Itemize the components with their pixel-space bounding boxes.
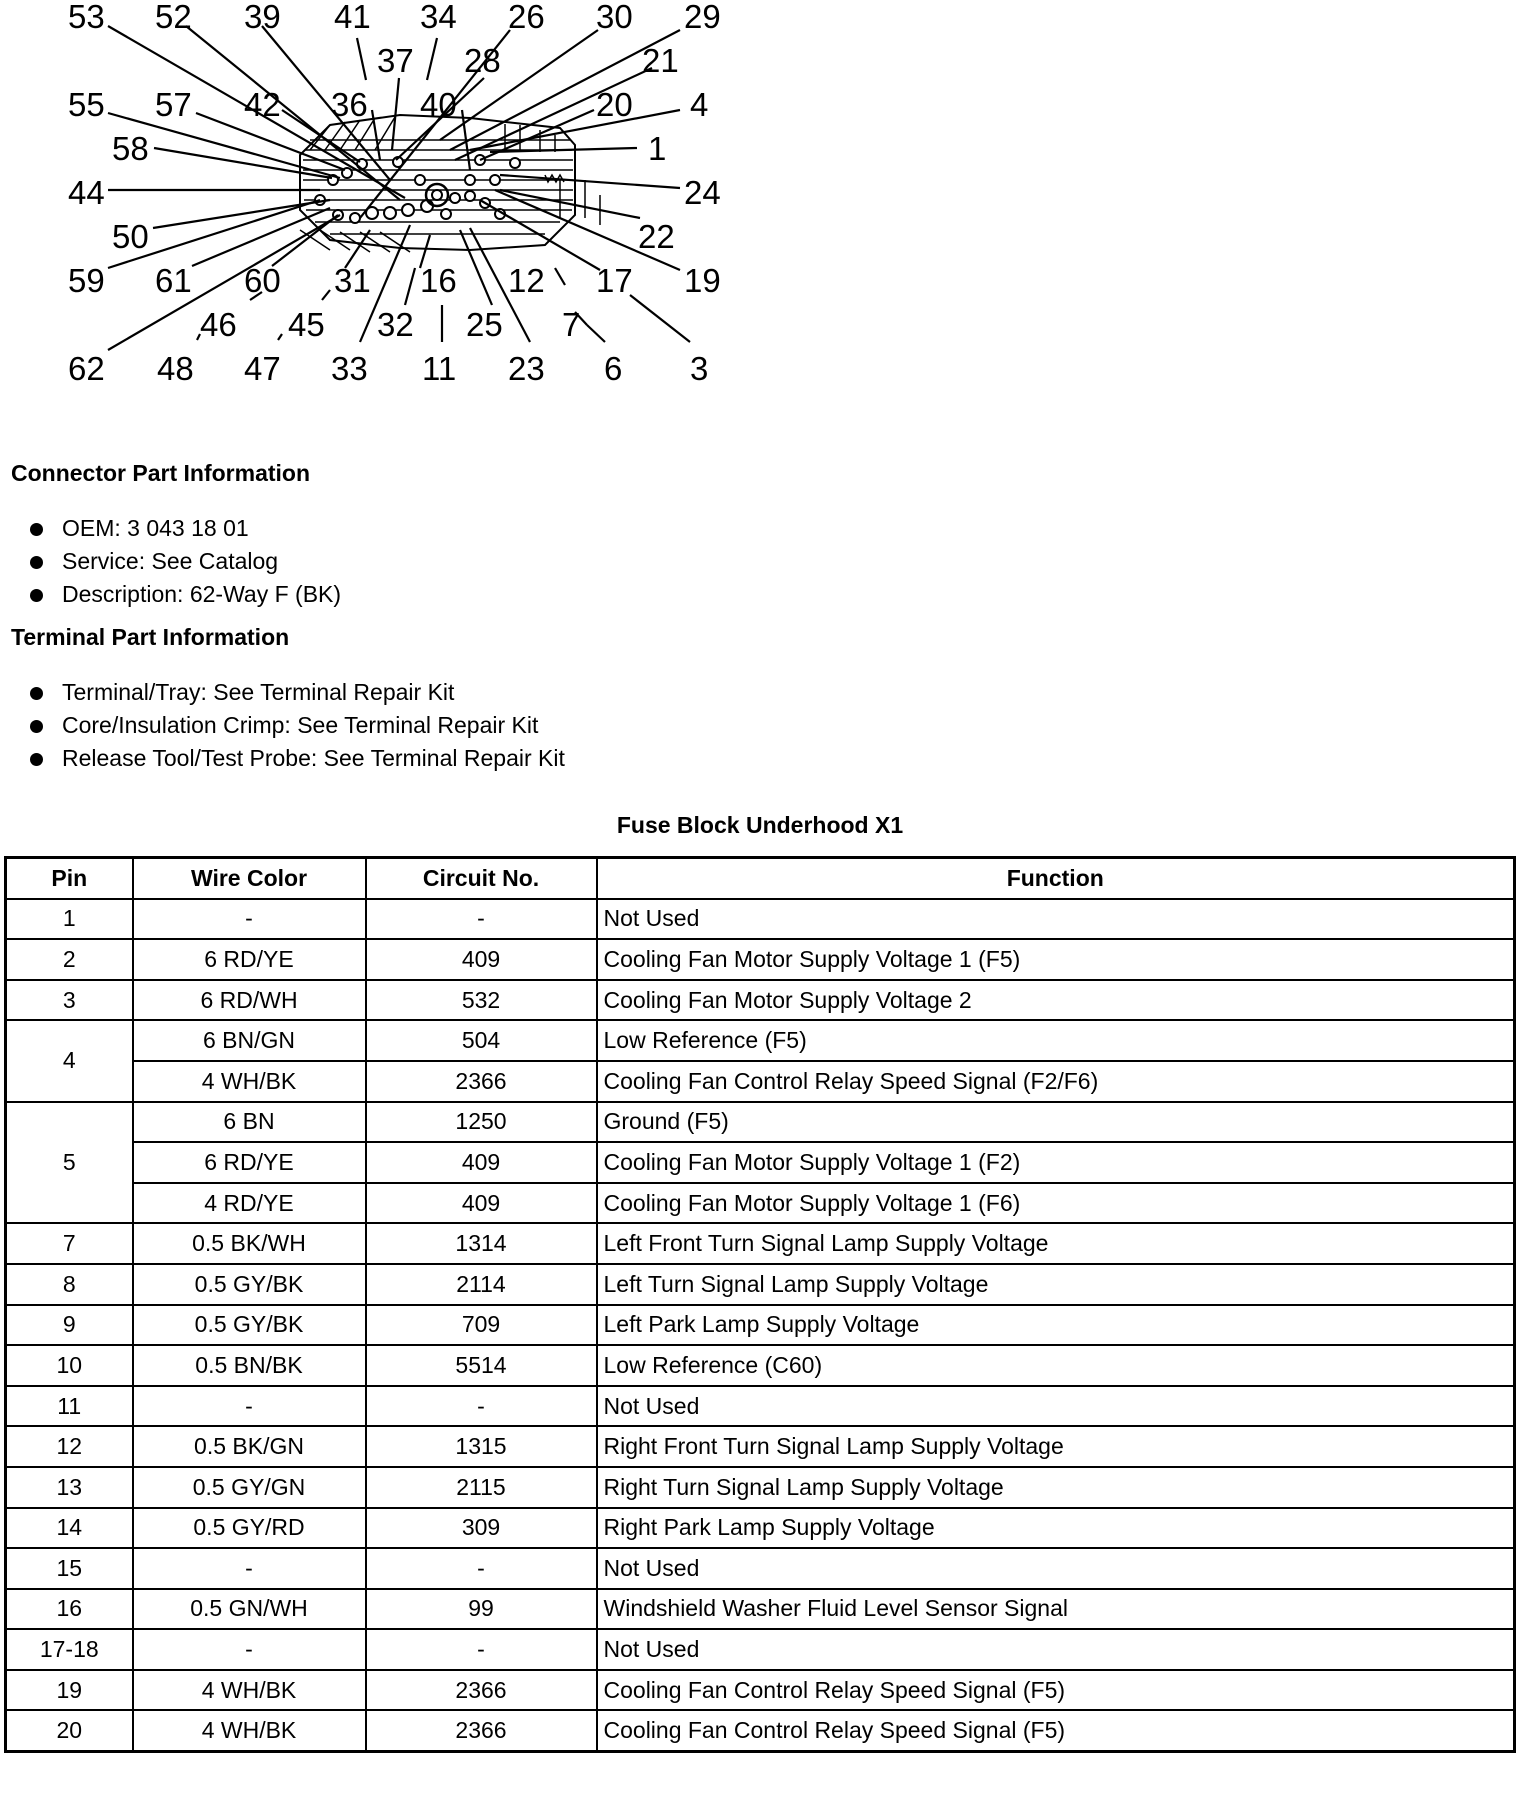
circuit-cell: - [366, 1548, 597, 1589]
pin-label: 61 [155, 262, 192, 299]
wire-color-cell: - [133, 899, 366, 940]
circuit-cell: - [366, 1629, 597, 1670]
circuit-cell: 504 [366, 1020, 597, 1061]
function-cell: Left Turn Signal Lamp Supply Voltage [597, 1264, 1515, 1305]
pin-cell: 16 [6, 1589, 133, 1630]
table-row [6, 1629, 1515, 1670]
circuit-cell: 2115 [366, 1467, 597, 1508]
function-cell: Right Turn Signal Lamp Supply Voltage [597, 1467, 1515, 1508]
wire-color-cell: 0.5 BN/BK [133, 1345, 366, 1386]
wire-color-cell: 0.5 GY/BK [133, 1305, 366, 1346]
connector-info-heading: Connector Part Information [11, 460, 311, 486]
list-item: OEM: 3 043 18 01 [30, 512, 341, 545]
pin-label: 58 [112, 130, 149, 167]
table-row [6, 1710, 1515, 1751]
circuit-cell: - [366, 899, 597, 940]
function-cell: Ground (F5) [597, 1102, 1515, 1143]
pin-label: 41 [334, 0, 371, 35]
table-row [6, 1467, 1515, 1508]
pin-label: 21 [642, 42, 679, 79]
pin-label: 52 [155, 0, 192, 35]
pin-cell: 13 [6, 1467, 133, 1508]
list-item: Service: See Catalog [30, 545, 341, 578]
table-row [6, 1183, 1515, 1224]
pin-label: 4 [690, 86, 709, 123]
pin-label: 34 [420, 0, 457, 35]
function-cell: Not Used [597, 1629, 1515, 1670]
pin-label: 46 [200, 306, 237, 343]
list-item: Terminal/Tray: See Terminal Repair Kit [30, 676, 565, 709]
wire-color-cell: 0.5 GY/BK [133, 1264, 366, 1305]
pin-label: 32 [377, 306, 414, 343]
wire-color-cell: 4 RD/YE [133, 1183, 366, 1224]
circuit-cell: 5514 [366, 1345, 597, 1386]
pin-cell: 8 [6, 1264, 133, 1305]
pin-label: 36 [331, 86, 368, 123]
circuit-cell: 2114 [366, 1264, 597, 1305]
pin-label: 22 [638, 218, 675, 255]
table-row [6, 1670, 1515, 1711]
wire-color-cell: - [133, 1548, 366, 1589]
circuit-cell: 309 [366, 1508, 597, 1549]
circuit-cell: 2366 [366, 1061, 597, 1102]
circuit-cell: 409 [366, 1183, 597, 1224]
table-row [6, 1548, 1515, 1589]
pin-label: 33 [331, 350, 368, 387]
column-header-wire-color: Wire Color [133, 858, 366, 899]
pin-label: 57 [155, 86, 192, 123]
circuit-cell: 409 [366, 1142, 597, 1183]
circuit-cell: 409 [366, 939, 597, 980]
function-cell: Low Reference (C60) [597, 1345, 1515, 1386]
pin-label: 62 [68, 350, 105, 387]
function-cell: Cooling Fan Control Relay Speed Signal (F2/F6) [597, 1061, 1515, 1102]
pin-label: 48 [157, 350, 194, 387]
wire-color-cell: 6 RD/WH [133, 980, 366, 1021]
table-row [6, 1223, 1515, 1264]
table-row [6, 939, 1515, 980]
wire-color-cell: 6 RD/YE [133, 939, 366, 980]
wire-color-cell: - [133, 1386, 366, 1427]
column-header-circuit: Circuit No. [366, 858, 597, 899]
table-row [6, 1508, 1515, 1549]
circuit-cell: 532 [366, 980, 597, 1021]
pin-label: 3 [690, 350, 709, 387]
table-row [6, 1345, 1515, 1386]
circuit-cell: 2366 [366, 1710, 597, 1751]
pin-label: 25 [466, 306, 503, 343]
list-item: Core/Insulation Crimp: See Terminal Repair Kit [30, 709, 565, 742]
pin-label: 53 [68, 0, 105, 35]
wire-color-cell: 4 WH/BK [133, 1710, 366, 1751]
pin-label: 30 [596, 0, 633, 35]
wire-color-cell: 0.5 BK/WH [133, 1223, 366, 1264]
function-cell: Cooling Fan Motor Supply Voltage 1 (F5) [597, 939, 1515, 980]
pin-label: 24 [684, 174, 721, 211]
table-row [6, 1305, 1515, 1346]
pin-label: 55 [68, 86, 105, 123]
pin-cell: 15 [6, 1548, 133, 1589]
function-cell: Not Used [597, 899, 1515, 940]
pin-label: 28 [464, 42, 501, 79]
function-cell: Cooling Fan Control Relay Speed Signal (F5) [597, 1670, 1515, 1711]
pin-label: 11 [422, 350, 457, 387]
function-cell: Not Used [597, 1386, 1515, 1427]
wire-color-cell: 0.5 GY/RD [133, 1508, 366, 1549]
pin-label: 60 [244, 262, 281, 299]
table-row [6, 899, 1515, 940]
table-header-row [6, 858, 1515, 899]
circuit-cell: 99 [366, 1589, 597, 1630]
pin-label: 39 [244, 0, 281, 35]
pin-cell: 20 [6, 1710, 133, 1751]
wire-color-cell: 6 RD/YE [133, 1142, 366, 1183]
terminal-info-list [30, 676, 565, 775]
table-row [6, 1102, 1515, 1143]
pin-label: 7 [562, 306, 581, 343]
pin-label: 50 [112, 218, 149, 255]
pin-label: 6 [604, 350, 623, 387]
pin-label: 19 [684, 262, 721, 299]
pin-label: 16 [420, 262, 457, 299]
pin-cell: 14 [6, 1508, 133, 1549]
pin-cell: 4 [6, 1020, 133, 1101]
function-cell: Left Front Turn Signal Lamp Supply Voltage [597, 1223, 1515, 1264]
terminal-info-heading: Terminal Part Information [11, 624, 290, 650]
wire-color-cell: 4 WH/BK [133, 1670, 366, 1711]
pin-label: 26 [508, 0, 545, 35]
table-row [6, 1020, 1515, 1061]
table-row [6, 1589, 1515, 1630]
connector-diagram [0, 0, 760, 400]
pin-label: 12 [508, 262, 545, 299]
circuit-cell: 2366 [366, 1670, 597, 1711]
pin-label: 37 [377, 42, 414, 79]
circuit-cell: 1314 [366, 1223, 597, 1264]
pin-cell: 10 [6, 1345, 133, 1386]
function-cell: Cooling Fan Motor Supply Voltage 1 (F2) [597, 1142, 1515, 1183]
wire-color-cell: 6 BN [133, 1102, 366, 1143]
function-cell: Cooling Fan Motor Supply Voltage 2 [597, 980, 1515, 1021]
pin-cell: 7 [6, 1223, 133, 1264]
pin-cell: 3 [6, 980, 133, 1021]
table-row [6, 980, 1515, 1021]
wire-color-cell: - [133, 1629, 366, 1670]
circuit-cell: 1315 [366, 1426, 597, 1467]
pin-cell: 17-18 [6, 1629, 133, 1670]
function-cell: Low Reference (F5) [597, 1020, 1515, 1061]
circuit-cell: 1250 [366, 1102, 597, 1143]
wire-color-cell: 0.5 BK/GN [133, 1426, 366, 1467]
list-item: Description: 62-Way F (BK) [30, 578, 341, 611]
pin-label: 44 [68, 174, 105, 211]
column-header-function: Function [597, 858, 1515, 899]
pin-label: 47 [244, 350, 281, 387]
pin-label: 17 [596, 262, 633, 299]
pin-label: 40 [420, 86, 457, 123]
wire-color-cell: 4 WH/BK [133, 1061, 366, 1102]
column-header-pin: Pin [6, 858, 133, 899]
table-title: Fuse Block Underhood X1 [616, 812, 904, 838]
table-row [6, 1386, 1515, 1427]
pin-cell: 19 [6, 1670, 133, 1711]
wire-color-cell: 6 BN/GN [133, 1020, 366, 1061]
function-cell: Cooling Fan Control Relay Speed Signal (F5) [597, 1710, 1515, 1751]
wire-color-cell: 0.5 GY/GN [133, 1467, 366, 1508]
circuit-cell: 709 [366, 1305, 597, 1346]
pin-label: 23 [508, 350, 545, 387]
pin-label: 59 [68, 262, 105, 299]
pin-labels [68, 0, 721, 387]
pin-cell: 11 [6, 1386, 133, 1427]
table-row [6, 1142, 1515, 1183]
wire-color-cell: 0.5 GN/WH [133, 1589, 366, 1630]
pin-label: 1 [648, 130, 667, 167]
pin-cell: 1 [6, 899, 133, 940]
pin-cell: 9 [6, 1305, 133, 1346]
table-row [6, 1061, 1515, 1102]
pin-label: 31 [334, 262, 371, 299]
list-item: Release Tool/Test Probe: See Terminal Repair Kit [30, 742, 565, 775]
pin-label: 45 [288, 306, 325, 343]
table-row [6, 1426, 1515, 1467]
function-cell: Right Front Turn Signal Lamp Supply Voltage [597, 1426, 1515, 1467]
connector-info-list [30, 512, 341, 611]
pin-cell: 5 [6, 1102, 133, 1224]
pin-cell: 2 [6, 939, 133, 980]
function-cell: Left Park Lamp Supply Voltage [597, 1305, 1515, 1346]
pin-cell: 12 [6, 1426, 133, 1467]
function-cell: Right Park Lamp Supply Voltage [597, 1508, 1515, 1549]
table-row [6, 1264, 1515, 1305]
pin-label: 29 [684, 0, 721, 35]
function-cell: Not Used [597, 1548, 1515, 1589]
connector-body [300, 115, 600, 252]
function-cell: Windshield Washer Fluid Level Sensor Signal [597, 1589, 1515, 1630]
pin-label: 20 [596, 86, 633, 123]
circuit-cell: - [366, 1386, 597, 1427]
pinout-table [4, 856, 1516, 1753]
function-cell: Cooling Fan Motor Supply Voltage 1 (F6) [597, 1183, 1515, 1224]
pin-label: 42 [244, 86, 281, 123]
